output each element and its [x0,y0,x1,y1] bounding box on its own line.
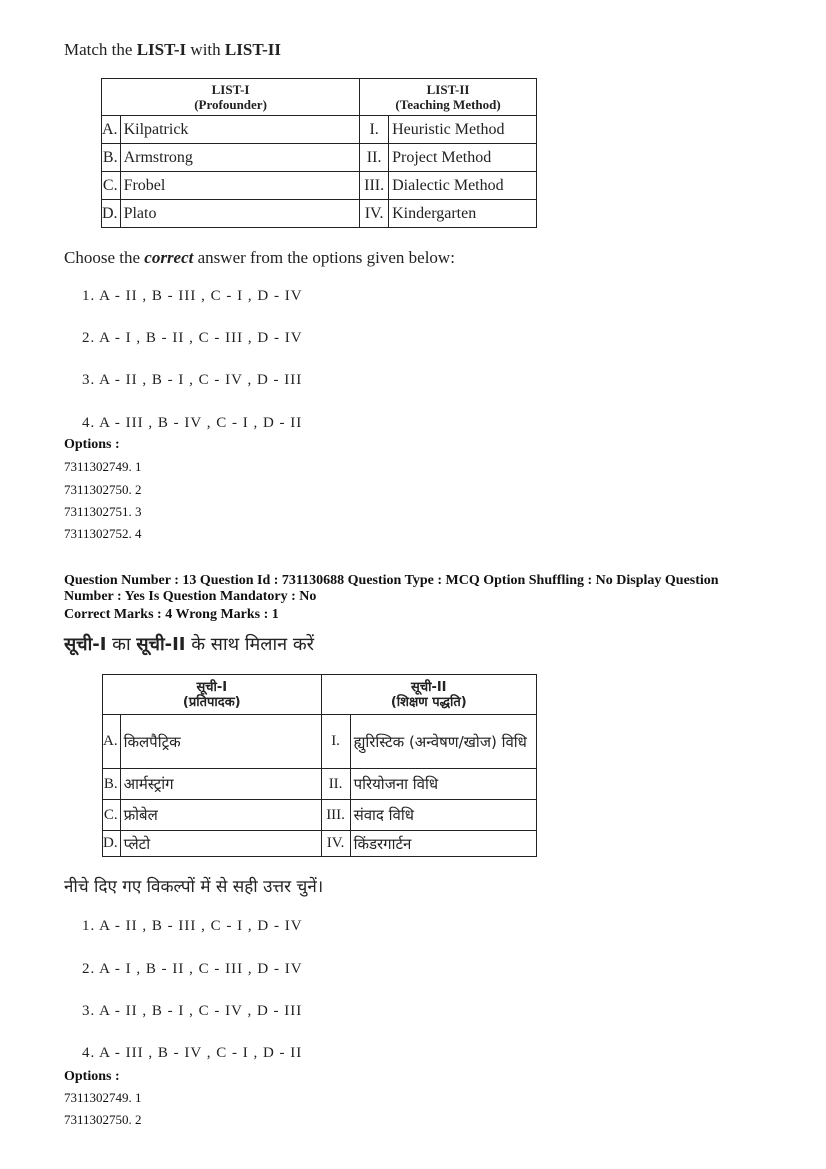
q1-choice-1: 1. A - II , B - III , C - I , D - IV [82,288,303,304]
q2-head-list2-sub: (शिक्षण पद्धति) [390,694,467,710]
q1-head-list2-sub: (Teaching Method) [395,97,501,112]
row-numeral: I. [321,715,350,769]
q2-head-list1-sub: (प्रतिपादक) [182,694,241,710]
profounder-cell: किलपैट्रिक [120,715,321,769]
method-cell: किंडरगार्टन [350,831,536,857]
method-cell: ह्युरिस्टिक (अन्वेषण/खोज) विधि [350,715,536,769]
q1-title-mid: with [186,40,225,59]
method-cell: परियोजना विधि [350,769,536,800]
row-letter: A. [103,715,121,769]
row-numeral: II. [321,769,350,800]
method-cell: Dialectic Method [389,172,537,200]
q1-instruction-suffix: answer from the options given below: [193,248,455,267]
q2-choice-3: 3. A - II , B - I , C - IV , D - III [82,1003,303,1019]
profounder-cell: आर्मस्ट्रांग [120,769,321,800]
q1-choice-2: 2. A - I , B - II , C - III , D - IV [82,330,303,346]
q2-title-suffix: के साथ मिलान करें [185,634,315,655]
q1-match-table [101,78,537,228]
q1-head-list1 [102,79,360,116]
q2-title-mid: का [106,634,137,655]
q1-option-id-3: 7311302751. 3 [64,504,142,519]
q2-choice-1: 1. A - II , B - III , C - I , D - IV [82,918,303,934]
method-cell: Kindergarten [389,200,537,228]
q2-head-list2-title: सूची-II [411,679,447,695]
q2-instruction: नीचे दिए गए विकल्पों में से सही उत्तर चुनें। [64,877,324,897]
row-letter: B. [103,769,121,800]
table-row [102,116,537,144]
table-row [103,800,537,831]
q1-choice-4: 4. A - III , B - IV , C - I , D - II [82,415,303,431]
question-meta-line2: Number : Yes Is Question Mandatory : No [64,589,317,604]
q2-head-list1-title: सूची-I [196,679,228,695]
q2-option-id-1: 7311302749. 1 [64,1090,142,1105]
q1-title-list2: LIST-II [224,40,281,59]
table-row [102,172,537,200]
q2-option-id-2: 7311302750. 2 [64,1112,142,1127]
table-row [103,715,537,769]
q1-title [64,40,281,60]
q1-instruction [64,248,455,268]
row-numeral: III. [321,800,350,831]
question-marks: Correct Marks : 4 Wrong Marks : 1 [64,607,279,622]
question-meta-line1: Question Number : 13 Question Id : 731130688 Question Type : MCQ Option Shuffling : No Display Question [64,573,719,588]
q2-title-list2: सूची-II [136,634,186,655]
method-cell: Heuristic Method [389,116,537,144]
q2-choice-4: 4. A - III , B - IV , C - I , D - II [82,1045,303,1061]
profounder-cell: Frobel [120,172,360,200]
q1-option-id-2: 7311302750. 2 [64,482,142,497]
question-meta [64,573,764,623]
q2-table-header-row [103,675,537,715]
q1-title-prefix: Match the [64,40,137,59]
row-letter: B. [102,144,121,172]
profounder-cell: फ्रोबेल [120,800,321,831]
q1-title-list1: LIST-I [136,40,187,59]
q1-head-list2-title: LIST-II [426,82,470,97]
q2-options-label: Options : [64,1069,120,1084]
table-row [102,200,537,228]
q2-head-list2 [321,675,536,715]
q1-instruction-prefix: Choose the [64,248,145,267]
method-cell: Project Method [389,144,537,172]
q2-title-list1: सूची-I [64,634,107,655]
q2-match-table [102,674,537,857]
profounder-cell: Kilpatrick [120,116,360,144]
row-numeral: III. [360,172,389,200]
q1-choice-3: 3. A - II , B - I , C - IV , D - III [82,372,303,388]
q1-table-header-row [102,79,537,116]
profounder-cell: प्लेटो [120,831,321,857]
q2-title [64,632,314,656]
q1-option-id-1: 7311302749. 1 [64,459,142,474]
row-letter: D. [103,831,121,857]
q1-option-id-4: 7311302752. 4 [64,526,142,541]
row-letter: C. [103,800,121,831]
q1-head-list1-sub: (Profounder) [194,97,267,112]
q2-choice-2: 2. A - I , B - II , C - III , D - IV [82,961,303,977]
q1-head-list2 [360,79,537,116]
row-numeral: II. [360,144,389,172]
profounder-cell: Armstrong [120,144,360,172]
method-cell: संवाद विधि [350,800,536,831]
row-letter: A. [102,116,121,144]
q1-options-label: Options : [64,437,120,452]
row-letter: D. [102,200,121,228]
q1-head-list1-title: LIST-I [211,82,250,97]
row-letter: C. [102,172,121,200]
table-row [103,831,537,857]
q2-head-list1 [103,675,322,715]
q1-instruction-emphasis: correct [144,248,194,267]
row-numeral: IV. [321,831,350,857]
table-row [103,769,537,800]
table-row [102,144,537,172]
row-numeral: IV. [360,200,389,228]
row-numeral: I. [360,116,389,144]
profounder-cell: Plato [120,200,360,228]
